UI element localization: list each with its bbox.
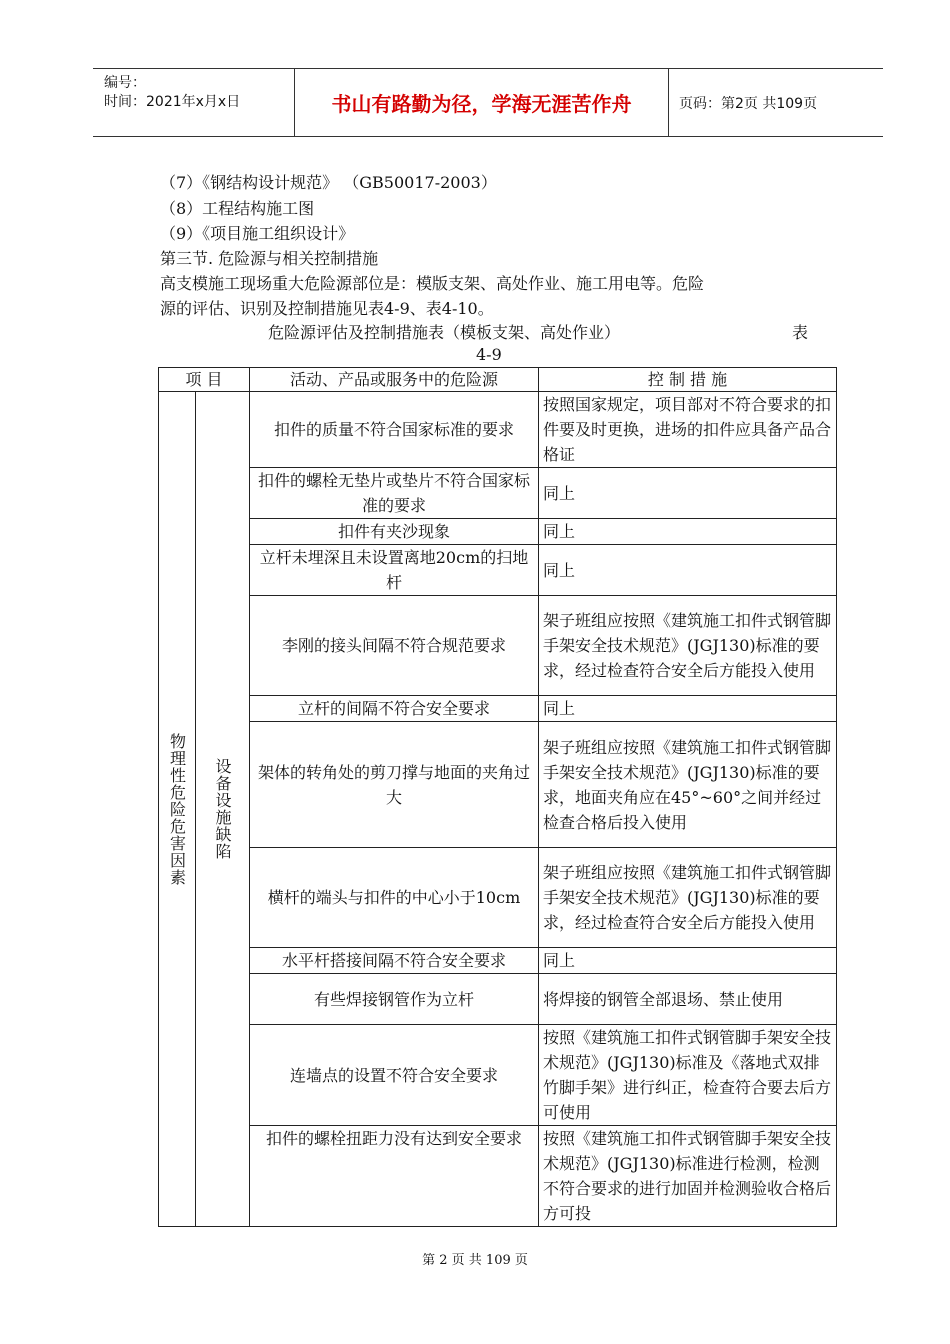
table-row bbox=[159, 974, 837, 1025]
hazard-cell: 横杆的端头与扣件的中心小于10cm bbox=[250, 848, 539, 948]
header-measure: 控 制 措 施 bbox=[539, 368, 837, 392]
hazard-cell: 立杆的间隔不符合安全要求 bbox=[250, 696, 539, 722]
section-paragraph-line1: 高支模施工现场重大危险源部位是：模版支架、高处作业、施工用电等。危险 bbox=[160, 274, 705, 293]
hazard-cell: 连墙点的设置不符合安全要求 bbox=[250, 1025, 539, 1126]
hazard-cell: 李刚的接头间隔不符合规范要求 bbox=[250, 596, 539, 696]
hazard-table bbox=[158, 367, 837, 1227]
section-paragraph-line2: 源的评估、识别及控制措施见表4-9、表4-10。 bbox=[160, 299, 494, 318]
header-meta bbox=[93, 69, 295, 136]
header-item: 项 目 bbox=[159, 368, 250, 392]
subcategory-cell: 设备设施缺陷 bbox=[196, 392, 250, 1227]
category-cell: 物理性危险危害因素 bbox=[159, 392, 196, 1227]
measure-cell: 架子班组应按照《建筑施工扣件式钢管脚手架安全技术规范》(JGJ130)标准的要求，经过检查符合安全后方能投入使用 bbox=[539, 596, 837, 696]
section-heading: 第三节. 危险源与相关控制措施 bbox=[160, 249, 379, 268]
hazard-cell: 架体的转角处的剪刀撑与地面的夹角过大 bbox=[250, 722, 539, 848]
table-caption: 危险源评估及控制措施表（模板支架、高处作业） bbox=[268, 323, 621, 342]
hazard-cell: 扣件的质量不符合国家标准的要求 bbox=[250, 392, 539, 468]
table-row bbox=[159, 1025, 837, 1126]
measure-cell: 架子班组应按照《建筑施工扣件式钢管脚手架安全技术规范》(JGJ130)标准的要求，经过检查符合安全后方能投入使用 bbox=[539, 848, 837, 948]
reference-9: （9）《项目施工组织设计》 bbox=[160, 224, 355, 243]
table-row bbox=[159, 468, 837, 519]
table-row bbox=[159, 848, 837, 948]
number-label: 编号： bbox=[104, 75, 146, 91]
table-header-row bbox=[159, 368, 837, 392]
header-hazard: 活动、产品或服务中的危险源 bbox=[250, 368, 539, 392]
measure-cell: 同上 bbox=[539, 519, 837, 545]
measure-cell: 架子班组应按照《建筑施工扣件式钢管脚手架安全技术规范》(JGJ130)标准的要求，地面夹角应在45°~60°之间并经过检查合格后投入使用 bbox=[539, 722, 837, 848]
time-label: 时间：2021年x月x日 bbox=[104, 94, 241, 110]
reference-8: （8）工程结构施工图 bbox=[160, 199, 315, 218]
page-footer: 第 2 页 共 109 页 bbox=[422, 1253, 528, 1268]
measure-cell: 同上 bbox=[539, 696, 837, 722]
table-row bbox=[159, 519, 837, 545]
measure-cell: 将焊接的钢管全部退场、禁止使用 bbox=[539, 974, 837, 1025]
table-row bbox=[159, 392, 837, 468]
reference-7: （7）《钢结构设计规范》 （GB50017-2003） bbox=[160, 173, 497, 192]
table-row bbox=[159, 696, 837, 722]
measure-cell: 同上 bbox=[539, 545, 837, 596]
table-row bbox=[159, 545, 837, 596]
measure-cell: 按照《建筑施工扣件式钢管脚手架安全技术规范》(JGJ130)标准及《落地式双排竹脚手架》进行纠正，检查符合要去后方可使用 bbox=[539, 1025, 837, 1126]
table-number: 4-9 bbox=[476, 345, 502, 364]
hazard-cell: 水平杆搭接间隔不符合安全要求 bbox=[250, 948, 539, 974]
table-row bbox=[159, 596, 837, 696]
table-row bbox=[159, 722, 837, 848]
measure-cell: 按照国家规定，项目部对不符合要求的扣件要及时更换，进场的扣件应具备产品合格证 bbox=[539, 392, 837, 468]
hazard-cell: 扣件的螺栓无垫片或垫片不符合国家标准的要求 bbox=[250, 468, 539, 519]
measure-cell: 同上 bbox=[539, 468, 837, 519]
header-page-label: 页码：第2页 共109页 bbox=[679, 95, 818, 112]
hazard-cell: 立杆未埋深且未设置离地20cm的扫地杆 bbox=[250, 545, 539, 596]
measure-cell: 同上 bbox=[539, 948, 837, 974]
hazard-cell: 扣件的螺栓扭距力没有达到安全要求 bbox=[250, 1126, 539, 1227]
table-caption-suffix: 表 bbox=[792, 323, 809, 342]
table-row bbox=[159, 948, 837, 974]
hazard-cell: 扣件有夹沙现象 bbox=[250, 519, 539, 545]
header-motto: 书山有路勤为径，学海无涯苦作舟 bbox=[295, 69, 669, 136]
table-row bbox=[159, 1126, 837, 1227]
hazard-cell: 有些焊接钢管作为立杆 bbox=[250, 974, 539, 1025]
measure-cell: 按照《建筑施工扣件式钢管脚手架安全技术规范》(JGJ130)标准进行检测，检测不符合要求的进行加固并检测验收合格后方可投 bbox=[539, 1126, 837, 1227]
page-header bbox=[93, 68, 883, 137]
